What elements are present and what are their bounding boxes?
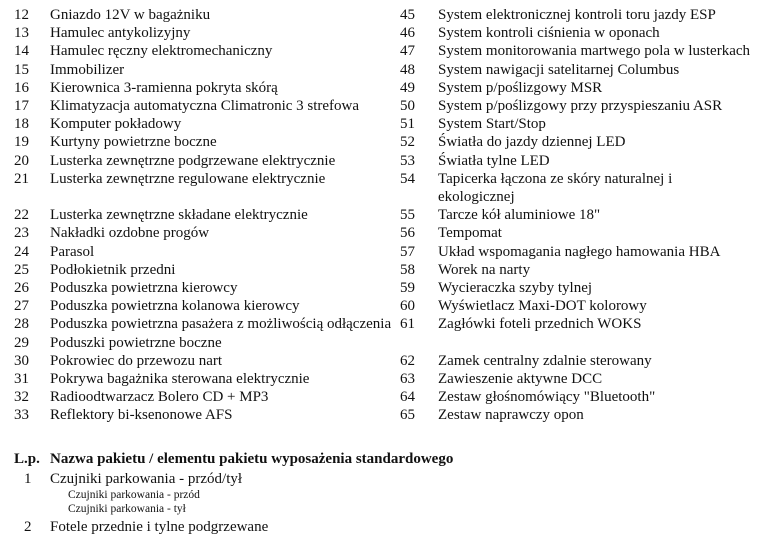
item-number: 29 — [14, 334, 29, 351]
item-number: 53 — [400, 152, 415, 169]
item-number: 17 — [14, 98, 29, 115]
item-text: Gniazdo 12V w bagażniku — [50, 7, 211, 23]
item-text: Tarcze kół aluminiowe 18" — [438, 207, 601, 224]
item-number: 63 — [400, 371, 415, 388]
item-text: System nawigacji satelitarnej Columbus — [438, 61, 680, 78]
package-subitem: Czujniki parkowania - przód — [68, 489, 200, 501]
list-item — [400, 170, 783, 206]
item-text: Immobilizer — [50, 61, 125, 78]
package-subitem: Czujniki parkowania - tył — [68, 503, 186, 515]
equipment-list-left — [14, 6, 394, 425]
item-number: 65 — [400, 407, 415, 424]
list-item — [14, 61, 394, 79]
package-row — [14, 470, 774, 488]
list-item — [400, 352, 783, 370]
item-text: Radioodtwarzacz Bolero CD + MP3 — [50, 389, 269, 406]
list-item — [14, 315, 394, 333]
item-number: 18 — [14, 116, 29, 133]
item-number: 58 — [400, 261, 415, 278]
package-name: Czujniki parkowania - przód/tył — [50, 471, 243, 487]
list-item — [400, 6, 783, 24]
item-number: 47 — [400, 43, 415, 60]
item-number: 49 — [400, 79, 415, 96]
item-text: System elektronicznej kontroli toru jazdy ESP — [438, 7, 716, 23]
list-item — [400, 42, 783, 60]
item-text: System kontroli ciśnienia w oponach — [438, 25, 660, 42]
item-number: 20 — [14, 152, 29, 169]
item-text: Wyświetlacz Maxi-DOT kolorowy — [438, 298, 647, 315]
item-text: Światła tylne LED — [438, 152, 550, 169]
header-title: Nazwa pakietu / elementu pakietu wyposażenia standardowego — [50, 451, 454, 467]
item-number: 12 — [14, 7, 29, 23]
list-item — [14, 224, 394, 242]
item-text: Podłokietnik przedni — [50, 261, 176, 278]
item-number: 50 — [400, 98, 415, 115]
item-text: Lusterka zewnętrzne podgrzewane elektrycznie — [50, 152, 336, 169]
list-item — [14, 406, 394, 424]
list-item — [14, 6, 394, 24]
item-number: 31 — [14, 371, 29, 388]
list-item — [14, 79, 394, 97]
list-item — [400, 133, 783, 151]
item-text: Klimatyzacja automatyczna Climatronic 3 strefowa — [50, 98, 360, 115]
item-text: Hamulec ręczny elektromechaniczny — [50, 43, 273, 60]
item-text: Wycieraczka szyby tylnej — [438, 280, 593, 297]
list-item — [400, 24, 783, 42]
item-text: Zawieszenie aktywne DCC — [438, 371, 603, 388]
item-number: 60 — [400, 298, 415, 315]
item-number: 27 — [14, 298, 29, 315]
list-item — [400, 115, 783, 133]
list-item — [14, 97, 394, 115]
item-number: 24 — [14, 243, 29, 260]
list-item — [400, 79, 783, 97]
item-text: Pokrywa bagażnika sterowana elektrycznie — [50, 371, 310, 388]
item-number: 19 — [14, 134, 29, 151]
item-text: Poduszki powietrzne boczne — [50, 334, 222, 351]
item-text: Kierownica 3-ramienna pokryta skórą — [50, 79, 278, 96]
package-number: 2 — [24, 519, 32, 535]
header-lp: L.p. — [14, 451, 40, 467]
item-text: Kurtyny powietrzne boczne — [50, 134, 217, 151]
list-item — [14, 370, 394, 388]
item-number: 30 — [14, 352, 29, 369]
item-text: System p/poślizgowy przy przyspieszaniu ASR — [438, 98, 723, 115]
list-item — [14, 279, 394, 297]
list-item — [400, 388, 783, 406]
item-text: Zestaw naprawczy opon — [438, 407, 584, 424]
item-number: 62 — [400, 352, 415, 369]
list-item — [400, 243, 783, 261]
item-text: Tapicerka łączona ze skóry naturalnej i ekologicznej — [438, 170, 673, 206]
item-number: 48 — [400, 61, 415, 78]
item-number: 64 — [400, 389, 415, 406]
item-text: Worek na narty — [438, 261, 531, 278]
list-item — [14, 24, 394, 42]
item-number: 55 — [400, 207, 415, 224]
item-text: Parasol — [50, 243, 95, 260]
list-item — [14, 133, 394, 151]
item-number: 54 — [400, 170, 415, 187]
list-item — [400, 97, 783, 115]
item-number: 59 — [400, 280, 415, 297]
item-number: 25 — [14, 261, 29, 278]
item-text: Poduszka powietrzna pasażera z możliwością odłączenia — [50, 316, 392, 333]
item-number: 61 — [400, 316, 415, 333]
item-number: 21 — [14, 170, 29, 187]
item-text: Poduszka powietrzna kolanowa kierowcy — [50, 298, 300, 315]
item-number: 52 — [400, 134, 415, 151]
item-text: System p/poślizgowy MSR — [438, 79, 603, 96]
list-item — [14, 42, 394, 60]
item-number: 56 — [400, 225, 415, 242]
list-item — [14, 152, 394, 170]
item-number: 45 — [400, 7, 415, 23]
list-item — [400, 297, 783, 315]
item-number: 57 — [400, 243, 415, 260]
item-text: Lusterka zewnętrzne regulowane elektrycznie — [50, 170, 326, 187]
item-text: Tempomat — [438, 225, 502, 242]
item-number: 15 — [14, 61, 29, 78]
item-text: Zestaw głośnomówiący "Bluetooth" — [438, 389, 656, 406]
item-text: Poduszka powietrzna kierowcy — [50, 280, 238, 297]
item-text: Reflektory bi-ksenonowe AFS — [50, 407, 233, 424]
list-item — [400, 224, 783, 242]
item-number: 46 — [400, 25, 415, 42]
item-text: Pokrowiec do przewozu nart — [50, 352, 223, 369]
list-item — [400, 279, 783, 297]
list-item — [14, 261, 394, 279]
package-row — [14, 518, 774, 536]
item-text: Komputer pokładowy — [50, 116, 182, 133]
item-number: 26 — [14, 280, 29, 297]
item-text: Układ wspomagania nagłego hamowania HBA — [438, 243, 721, 260]
list-item — [400, 61, 783, 79]
item-text: Zamek centralny zdalnie sterowany — [438, 352, 652, 369]
package-name: Fotele przednie i tylne podgrzewane — [50, 519, 269, 535]
list-item — [14, 297, 394, 315]
item-number: 32 — [14, 389, 29, 406]
item-number: 13 — [14, 25, 29, 42]
package-table-header — [14, 450, 774, 468]
list-item — [400, 315, 783, 351]
list-item — [14, 206, 394, 224]
list-item — [14, 388, 394, 406]
item-number: 23 — [14, 225, 29, 242]
list-item — [14, 334, 394, 352]
package-section — [14, 450, 774, 536]
list-item — [400, 370, 783, 388]
item-number: 28 — [14, 316, 29, 333]
item-text: Światła do jazdy dziennej LED — [438, 134, 626, 151]
equipment-list-right — [400, 6, 783, 425]
item-text: Zagłówki foteli przednich WOKS — [438, 316, 642, 333]
list-item — [400, 206, 783, 224]
item-number: 14 — [14, 43, 29, 60]
list-item — [400, 261, 783, 279]
list-item — [400, 152, 783, 170]
list-item — [400, 406, 783, 424]
item-number: 51 — [400, 116, 415, 133]
item-text: Lusterka zewnętrzne składane elektrycznie — [50, 207, 308, 224]
item-number: 22 — [14, 207, 29, 224]
item-text: System monitorowania martwego pola w lusterkach — [438, 43, 751, 60]
item-text: System Start/Stop — [438, 116, 546, 133]
item-number: 33 — [14, 407, 29, 424]
package-number: 1 — [24, 471, 32, 487]
list-item — [14, 243, 394, 261]
list-item — [14, 170, 394, 206]
list-item — [14, 115, 394, 133]
item-number: 16 — [14, 79, 29, 96]
item-text: Hamulec antykolizyjny — [50, 25, 191, 42]
item-text: Nakładki ozdobne progów — [50, 225, 210, 242]
list-item — [14, 352, 394, 370]
